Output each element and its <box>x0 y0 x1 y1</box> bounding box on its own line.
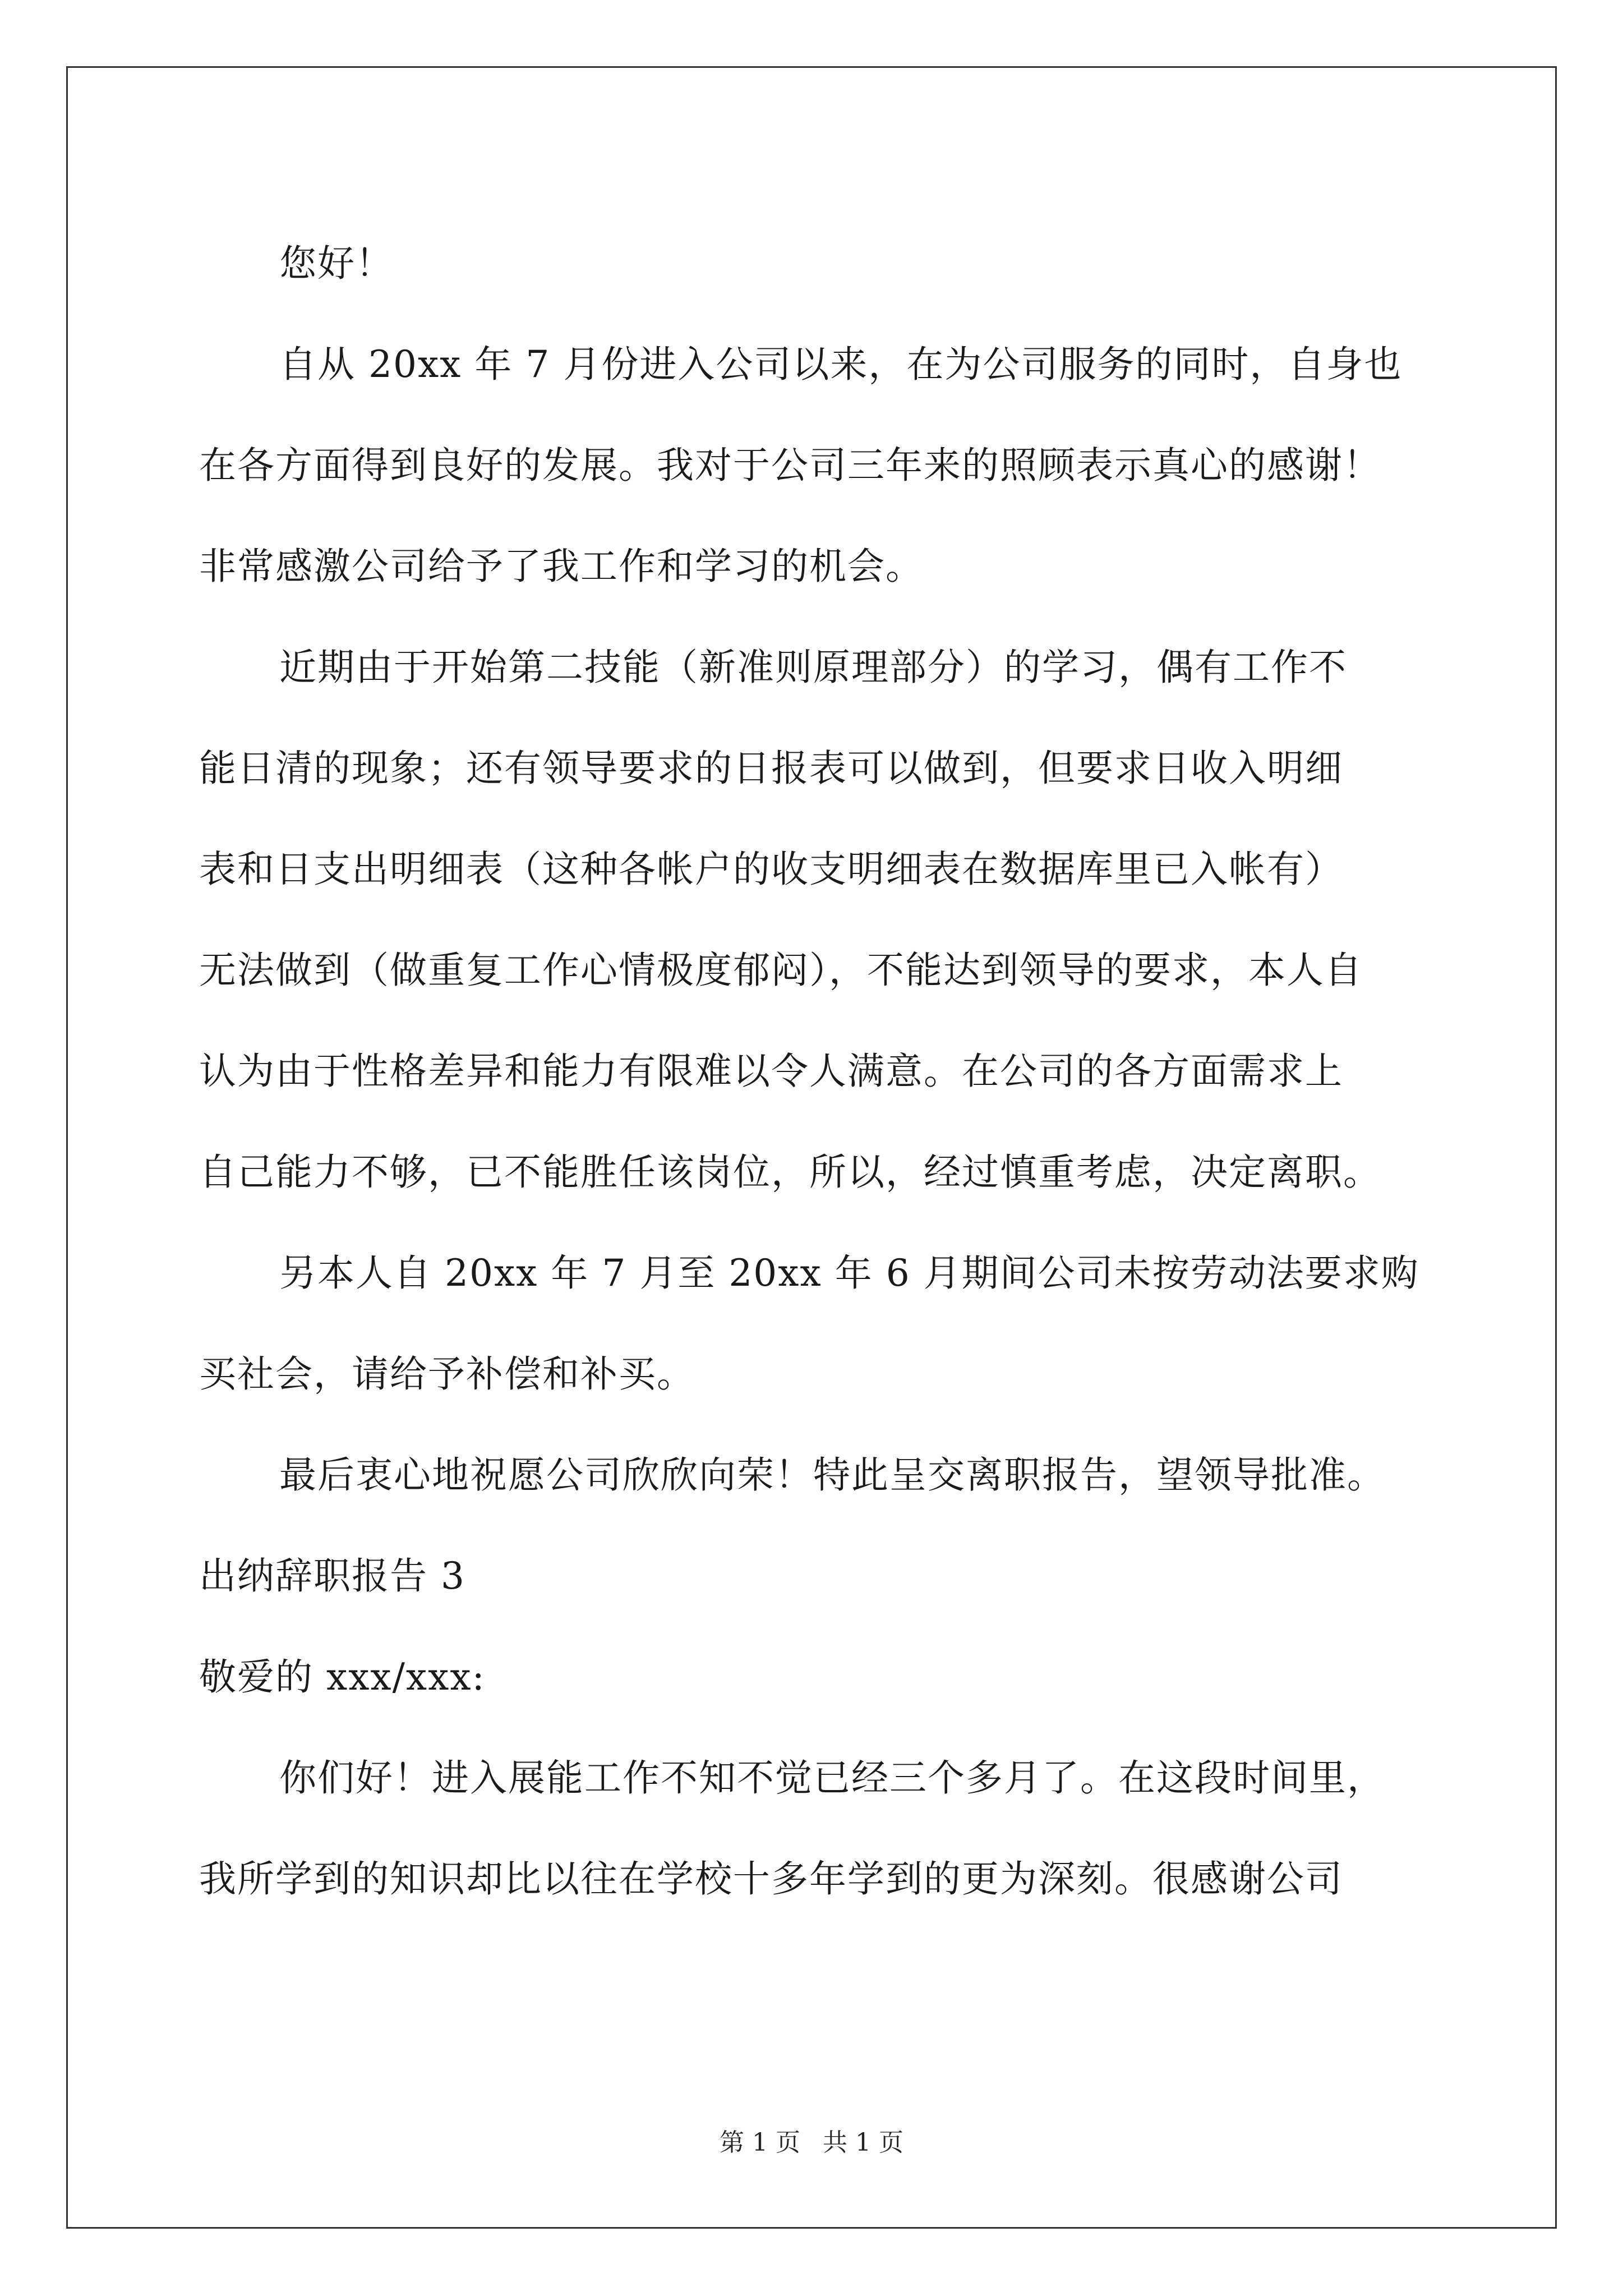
document-line: 表和日支出明细表（这种各帐户的收支明细表在数据库里已入帐有） <box>199 848 1343 891</box>
page-total: 共 1 页 <box>823 2128 903 2157</box>
document-line: 您好！ <box>279 242 394 285</box>
document-line: 自己能力不够，已不能胜任该岗位，所以，经过慎重考虑，决定离职。 <box>199 1151 1381 1194</box>
document-line: 另本人自 20xx 年 7 月至 20xx 年 6 月期间公司未按劳动法要求购 <box>279 1251 1419 1295</box>
document-line: 你们好！进入展能工作不知不觉已经三个多月了。在这段时间里， <box>279 1756 1385 1800</box>
document-line: 买社会，请给予补偿和补买。 <box>199 1352 695 1396</box>
page-number: 第 1 页 <box>720 2128 800 2157</box>
document-line: 非常感激公司给予了我工作和学习的机会。 <box>199 545 924 588</box>
page-footer <box>0 2126 1623 2160</box>
document-line: 最后衷心地祝愿公司欣欣向荣！特此呈交离职报告，望领导批准。 <box>279 1453 1385 1497</box>
document-line: 认为由于性格差异和能力有限难以令人满意。在公司的各方面需求上 <box>199 1050 1343 1093</box>
document-line: 我所学到的知识却比以往在学校十多年学到的更为深刻。很感谢公司 <box>199 1857 1343 1901</box>
document-line: 无法做到（做重复工作心情极度郁闷），不能达到领导的要求，本人自 <box>199 949 1363 992</box>
salutation: 敬爱的 xxx/xxx: <box>199 1655 486 1699</box>
document-line: 近期由于开始第二技能（新准则原理部分）的学习，偶有工作不 <box>279 646 1347 689</box>
section-title: 出纳辞职报告 3 <box>199 1554 465 1598</box>
document-line: 能日清的现象；还有领导要求的日报表可以做到，但要求日收入明细 <box>199 747 1343 790</box>
document-body <box>199 213 1427 1930</box>
document-line: 在各方面得到良好的发展。我对于公司三年来的照顾表示真心的感谢！ <box>199 444 1381 487</box>
document-line: 自从 20xx 年 7 月份进入公司以来，在为公司服务的同时，自身也 <box>279 343 1403 386</box>
